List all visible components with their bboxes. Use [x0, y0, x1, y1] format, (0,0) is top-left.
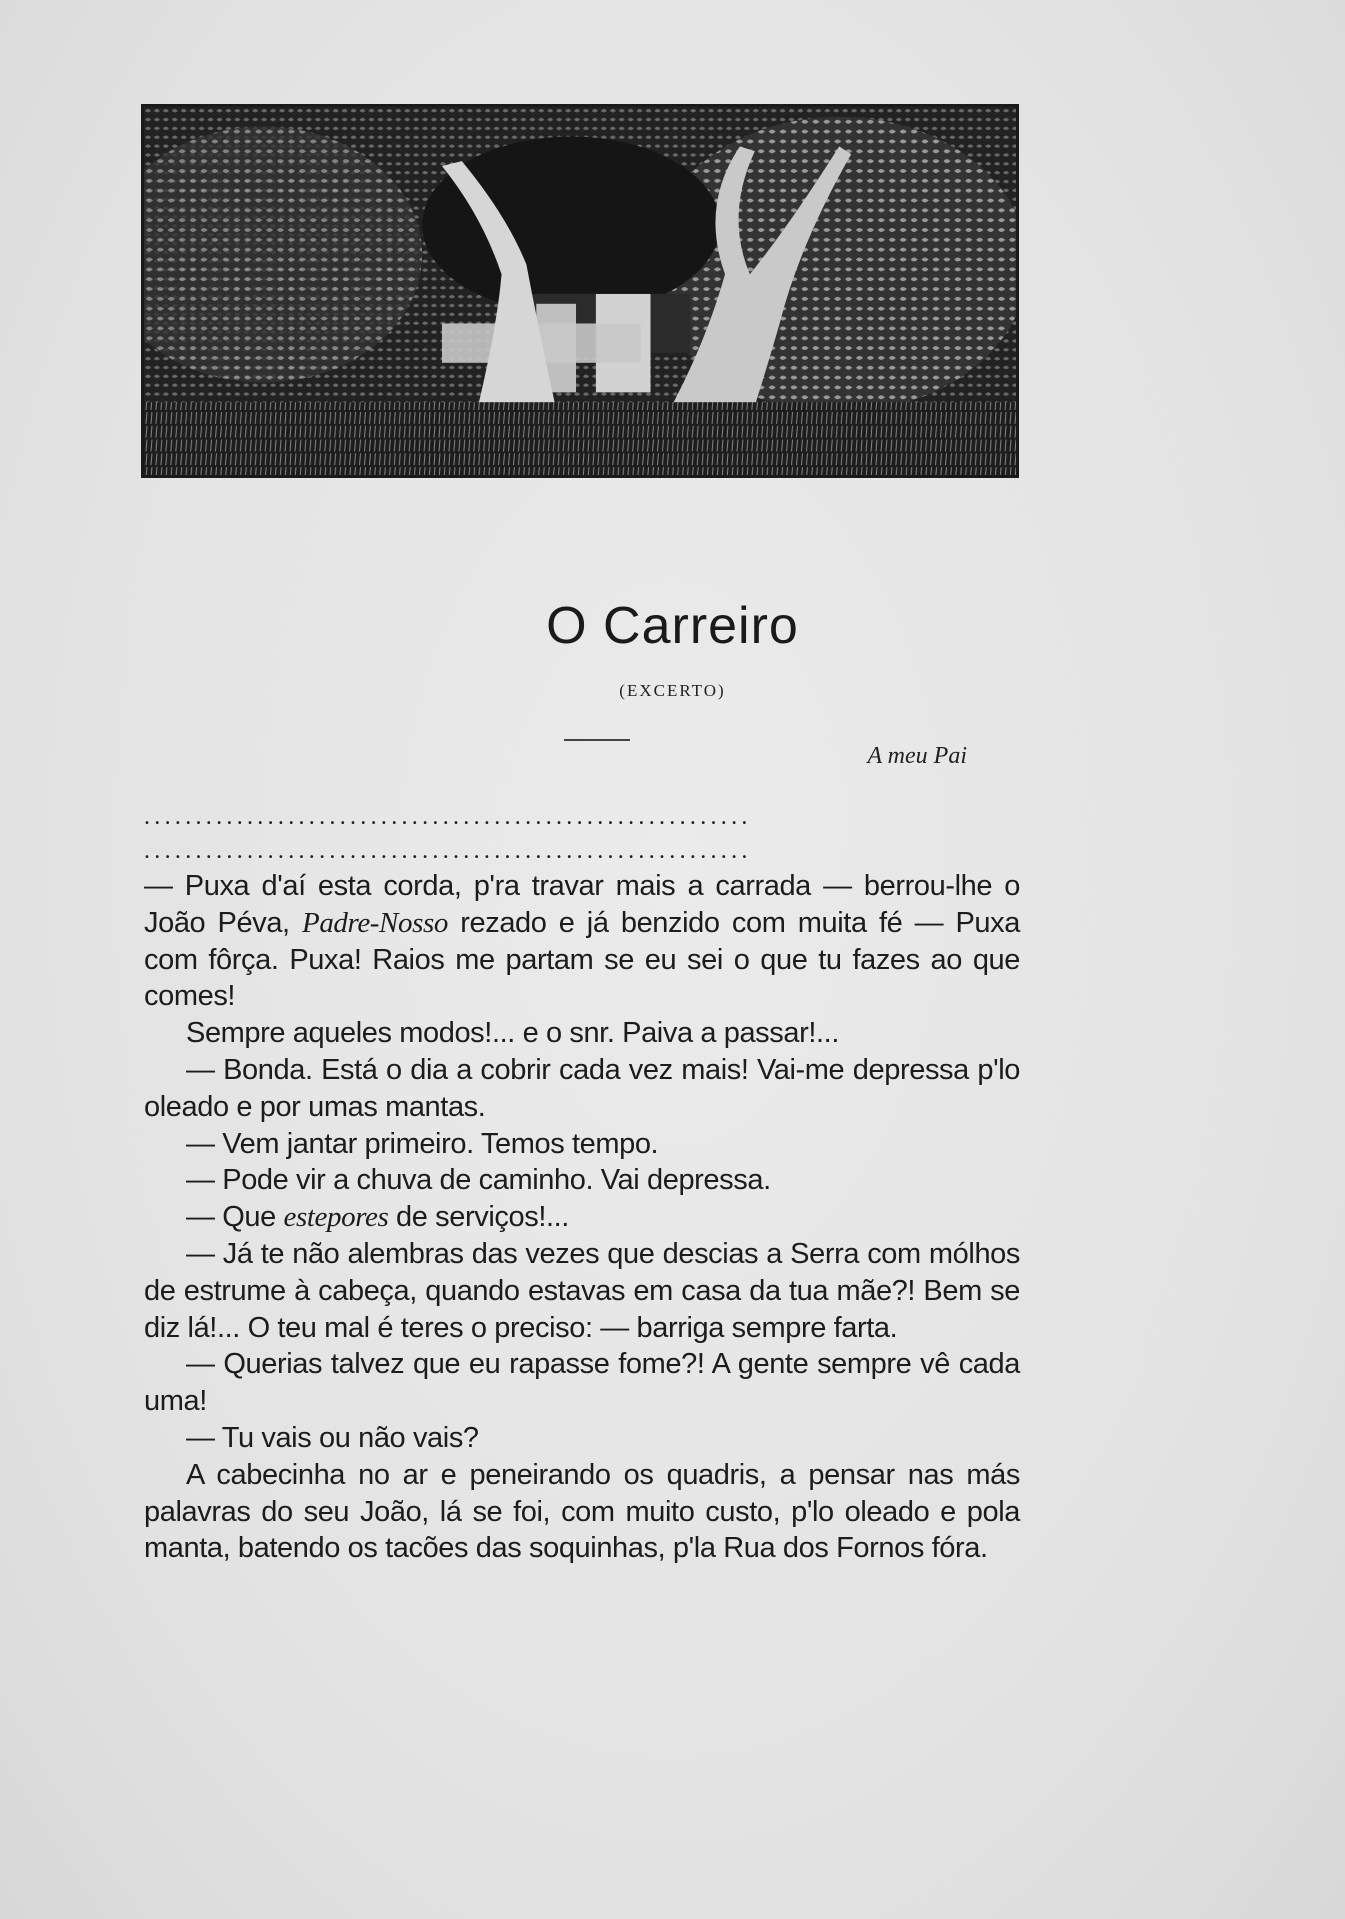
paragraph: Sempre aqueles modos!... e o snr. Paiva a passar!...: [186, 1017, 839, 1050]
ellipsis-line: ...........................................................: [144, 804, 752, 830]
forest-engraving: [144, 107, 1016, 475]
ellipsis-line: ...........................................................: [144, 838, 752, 864]
subtitle: (EXCERTO): [619, 681, 726, 700]
short-rule: [564, 739, 630, 741]
paragraph: A cabecinha no ar e peneirando os quadris, a pensar nas más palavras do seu João, lá se foi, com muito custo, p'lo oleado e pola manta, batendo os tacões das soquinhas, p'la Rua dos Fornos fóra.: [144, 1458, 1020, 1565]
paragraph: — Puxa d'aí esta corda, p'ra travar mais a carrada — berrou-lhe o João Péva, Padre-Nosso rezado e já benzido com muita fé — Puxa com fôrça. Puxa! Raios me partam se eu sei o que tu fazes ao que comes!: [144, 870, 1020, 1013]
paragraph: — Querias talvez que eu rapasse fome?! A gente sempre vê cada uma!: [144, 1348, 1020, 1418]
paragraph: — Vem jantar primeiro. Temos tempo.: [186, 1127, 659, 1160]
page-title: O Carreiro: [546, 597, 799, 655]
paragraph: — Que estepores de serviços!...: [186, 1201, 569, 1234]
paragraph: — Tu vais ou não vais?: [186, 1421, 479, 1454]
dedication: A meu Pai: [867, 743, 967, 769]
paragraph: — Já te não alembras das vezes que descias a Serra com mólhos de estrume à cabeça, quando estavas em casa da tua mãe?! Bem se diz lá!... O teu mal é teres o preciso: — barriga sempre farta.: [144, 1237, 1020, 1344]
paragraph: — Pode vir a chuva de caminho. Vai depressa.: [186, 1164, 771, 1197]
excerpt-body: [144, 868, 1020, 1567]
woodcut-illustration: [141, 104, 1019, 478]
paragraph: — Bonda. Está o dia a cobrir cada vez mais! Vai-me depressa p'lo oleado e por umas mantas.: [144, 1053, 1020, 1123]
